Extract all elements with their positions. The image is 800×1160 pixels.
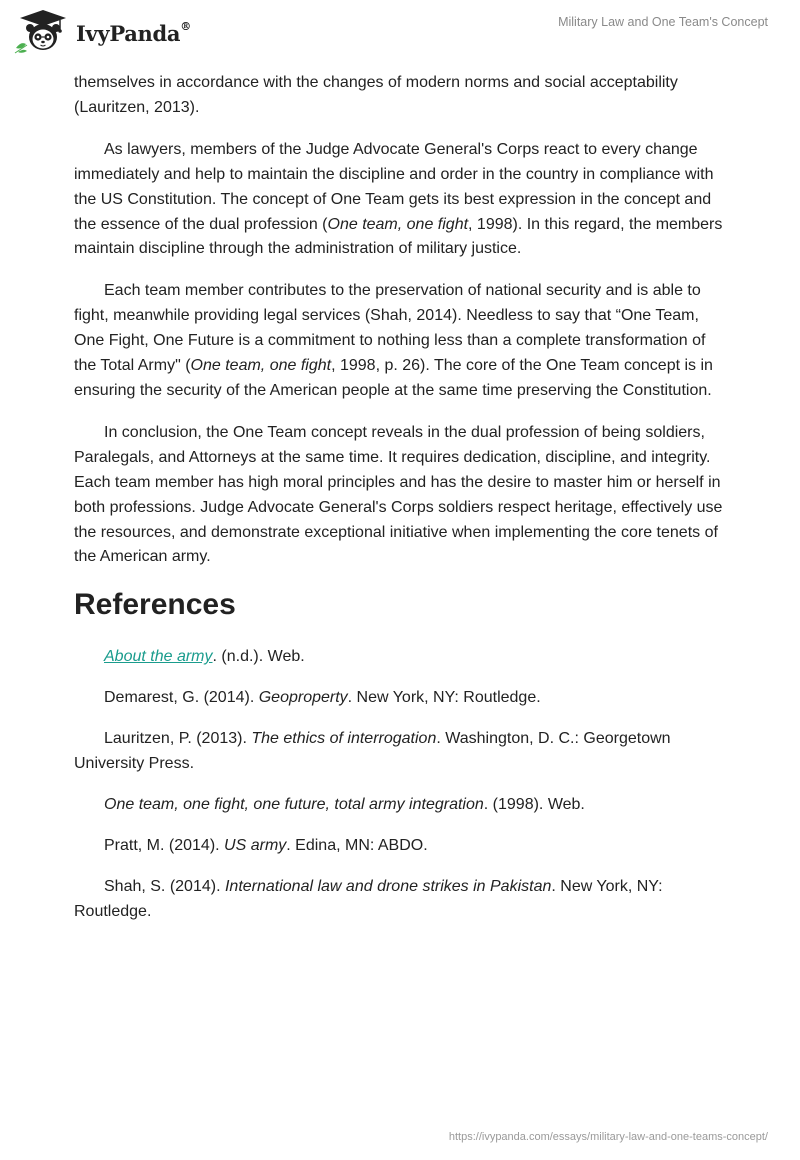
reference-item: Pratt, M. (2014). US army. Edina, MN: ABDO. (104, 836, 428, 854)
page-header (0, 0, 800, 64)
paragraph-team-member: Each team member contributes to the preservation of national security and is able to fight, meanwhile providing legal services (Shah, 2014). Needless to say that “One Team, One Fight, One Future is a commitment to nothing less than a complete transformation of the Total Army" (One team, one fight, 1998, p. 26). The core of the One Team concept is in ensuring the security of the American people at the same time preserving the Constitution. (74, 282, 713, 399)
reference-item: One team, one fight, one future, total army integration. (1998). Web. (104, 795, 585, 813)
panda-graduate-icon (12, 8, 74, 54)
logo-wordmark: IvyPanda® (76, 19, 191, 46)
essay-body (74, 71, 726, 941)
document-title: Military Law and One Team's Concept (558, 15, 768, 29)
reference-item: Shah, S. (2014). International law and drone strikes in Pakistan. New York, NY: Routledge. (74, 877, 663, 920)
paragraph-lawyers: As lawyers, members of the Judge Advocate General's Corps react to every change immediately and help to maintain the discipline and order in the country in compliance with the US Constitution. The concept of One Team gets its best expression in the concept and the essence of the dual profession (One team, one fight, 1998). In this regard, the members maintain discipline through the administration of military justice. (74, 140, 723, 258)
paragraph-continuation: themselves in accordance with the changes of modern norms and social acceptability (Lauritzen, 2013). (74, 74, 678, 116)
reference-link-about-army[interactable]: About the army (104, 648, 213, 666)
paragraph-conclusion: In conclusion, the One Team concept reveals in the dual profession of being soldiers, Paralegals, and Attorneys at the same time. It requires dedication, discipline, and integrity. Each team member has high moral principles and has the desire to master him or herself in both professions. Judge Advocate General's Corps soldiers respect heritage, effectively use the resources, and demonstrate exceptional initiative when implementing the core tenets of the American army. (74, 423, 723, 566)
page-url-footer[interactable]: https://ivypanda.com/essays/military-law-and-one-teams-concept/ (448, 1131, 768, 1143)
references-heading: References (74, 588, 236, 622)
reference-item: Demarest, G. (2014). Geoproperty. New York, NY: Routledge. (104, 689, 541, 707)
ivypanda-logo[interactable] (12, 8, 191, 54)
reference-item: About the army. (n.d.). Web. (104, 648, 305, 666)
reference-item: Lauritzen, P. (2013). The ethics of interrogation. Washington, D. C.: Georgetown University Press. (74, 730, 671, 773)
